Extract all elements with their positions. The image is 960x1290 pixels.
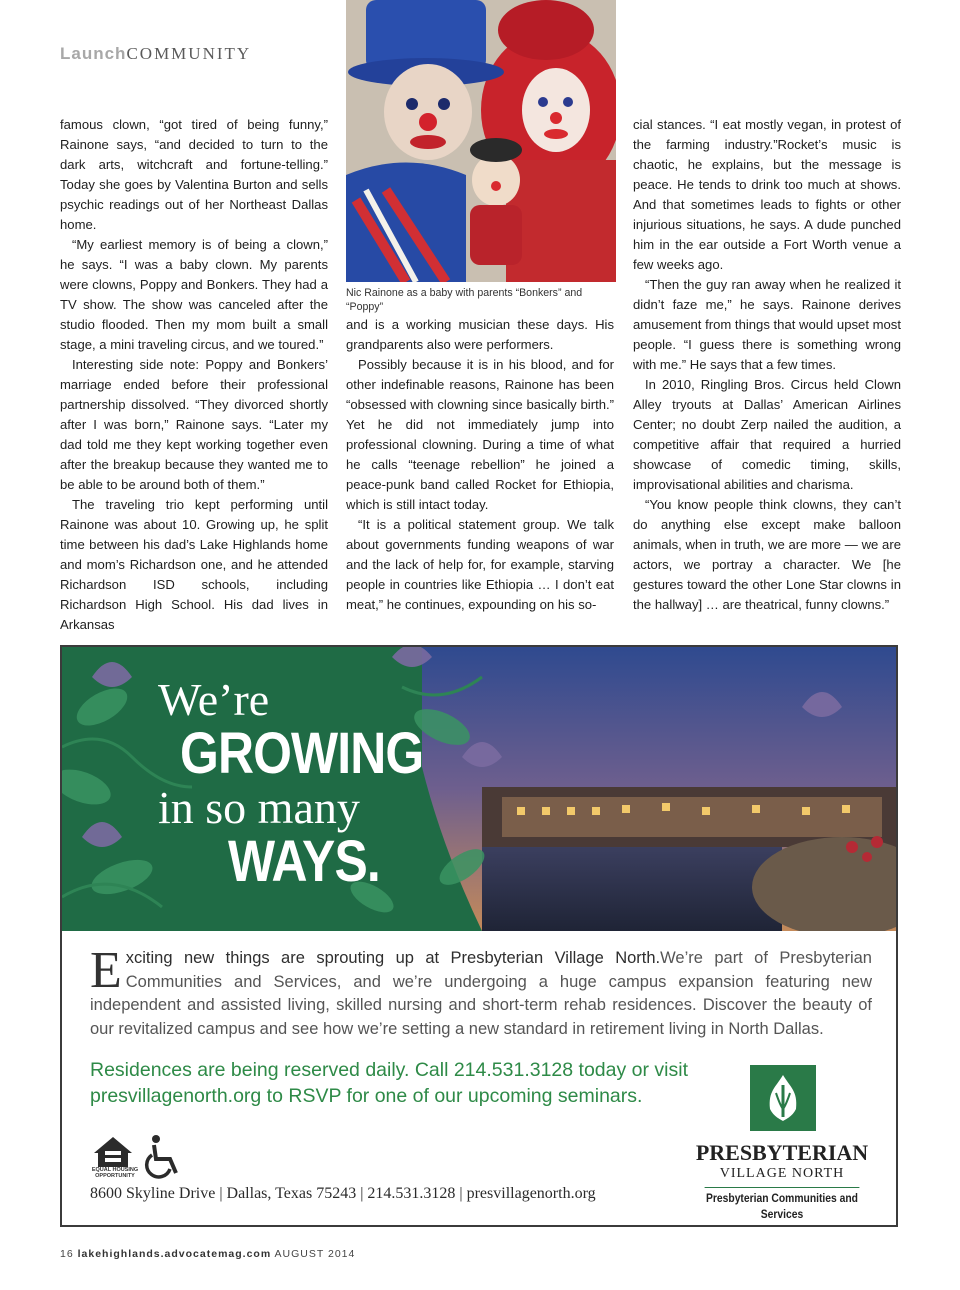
paragraph: In 2010, Ringling Bros. Circus held Clown Alley tryouts at Dallas’ American Airlines Center; no doubt Zerp nailed the audition, a competitive affair that required a hurried showcase of comedic timing, skills, improvisational abilities and charisma.: [633, 377, 901, 492]
paragraph: “It is a political statement group. We talk about governments funding weapons of war and the lack of help for, for example, starving people in countries like Ethiopia … I don’t eat meat,” he continues, expounding on his so-: [346, 517, 614, 612]
headline-line-4: WAYS.: [228, 829, 380, 894]
brand-line-2: VILLAGE NORTH: [719, 1166, 845, 1181]
brand-line-1: PRESBYTERIAN: [695, 1140, 869, 1165]
paragraph: “You know people think clowns, they can’t do anything else except make balloon animals, when in truth, we are more — we are actors, we portray a character. We [he gestures toward the other Lone Star clowns in the hallway] … are theatrical, funny clowns.”: [633, 497, 901, 612]
article-column-3: [633, 115, 901, 615]
paragraph: Possibly because it is in his blood, and for other indefinable reasons, Rainone has been “obsessed with clowning since basically birth.” Yet he did not immediately jump into professional clowning. During a time of what he calls “teenage rebellion” he joined a peace-punk band called Rocket for Ethiopia, which is still intact today.: [346, 357, 614, 512]
photo-caption: Nic Rainone as a baby with parents “Bonkers” and “Poppy”: [346, 287, 583, 313]
paragraph: The traveling trio kept performing until Rainone was about 10. Growing up, he split time between his dad’s Lake Highlands home and mom’s Richardson one, and he attended Richardson ISD schools, including Richardson High School. His dad lives in Arkansas: [60, 497, 328, 632]
presbyterian-brand: [692, 1141, 872, 1222]
presbyterian-village-ad: [60, 645, 898, 1227]
section-header-prefix: Launch: [60, 44, 127, 63]
page-number: 16: [60, 1248, 74, 1260]
paragraph: and is a working musician these days. His grandparents also were performers.: [346, 317, 614, 352]
ad-headline: [158, 674, 463, 894]
paragraph: famous clown, “got tired of being funny,” Rainone says, “and decided to turn to the dark arts, witchcraft and fortune-telling.” Today she goes by Valentina Burton and sells psychic readings out of her Northeast Dallas home.: [60, 117, 328, 232]
section-header-title: COMMUNITY: [126, 44, 252, 63]
section-header: [60, 44, 251, 64]
paragraph: “My earliest memory is of being a clown,” he says. “I was a baby clown. My parents were clowns, Poppy and Bonkers. They had a TV show. The show was canceled after the studio flooded. Then my mom built a small stage, a mini traveling circus, and we toured.”: [60, 237, 328, 352]
article-column-2: [346, 315, 614, 615]
ad-body-text: [90, 942, 872, 1041]
footer-issue: AUGUST 2014: [274, 1248, 356, 1260]
ad-body-copy: We’re part of Presbyterian Communities and Services, and we’re undergoing a huge campus expansion featuring new independent and assisted living, skilled nursing and short-term rehab residences. Discover the beauty of our revitalized campus and see how we’re setting a new standard in retirement living in North Dallas.: [90, 949, 872, 1038]
headline-line-2: GROWING: [180, 721, 424, 786]
equal-housing-label: EQUAL HOUSING OPPORTUNITY: [91, 1167, 139, 1179]
brand-line-3: Presbyterian Communities and Services: [705, 1187, 860, 1222]
presbyterian-logo-icon: [750, 1065, 816, 1131]
headline-line-1: We’re: [158, 674, 270, 725]
ad-call-to-action: Residences are being reserved daily. Call 214.531.3128 today or visit presvillagenorth.org to RSVP for one of our upcoming seminars.: [90, 1059, 688, 1107]
accessibility-icon: [142, 1133, 186, 1179]
article-column-1: [60, 115, 328, 635]
page-footer: [60, 1248, 355, 1260]
clown-family-photo: [346, 0, 616, 282]
ad-address-line: 8600 Skyline Drive | Dallas, Texas 75243 | 214.531.3128 | presvillagenorth.org: [90, 1185, 596, 1202]
ad-banner: [62, 647, 896, 931]
headline-line-3: in so many: [158, 782, 360, 833]
paragraph: Interesting side note: Poppy and Bonkers’ marriage ended before their professional partnership dissolved. “They divorced shortly after I was born,” Rainone says. “Later my dad told me they kept working together even after the breakup because they wanted me to be able to be around both of them.”: [60, 357, 328, 492]
paragraph: “Then the guy ran away when he realized it didn’t faze me,” he says. Rainone derives amusement from things that would upset most people. “I guess there is something wrong with me.” He says that a few times.: [633, 277, 901, 372]
ad-lead-sentence: xciting new things are sprouting up at Presbyterian Village North.: [125, 949, 661, 967]
footer-site: lakehighlands.advocatemag.com: [77, 1248, 272, 1260]
drop-cap: E: [90, 942, 122, 999]
paragraph: cial stances. “I eat mostly vegan, in protest of the farming industry.”Rocket’s music is chaotic, he explains, but the message is peace. He tends to drink too much at shows. And that sometimes leads to fights or other injurious situations, he says. A dude punched him in the ear outside a Fort Worth venue a few weeks ago.: [633, 117, 901, 272]
